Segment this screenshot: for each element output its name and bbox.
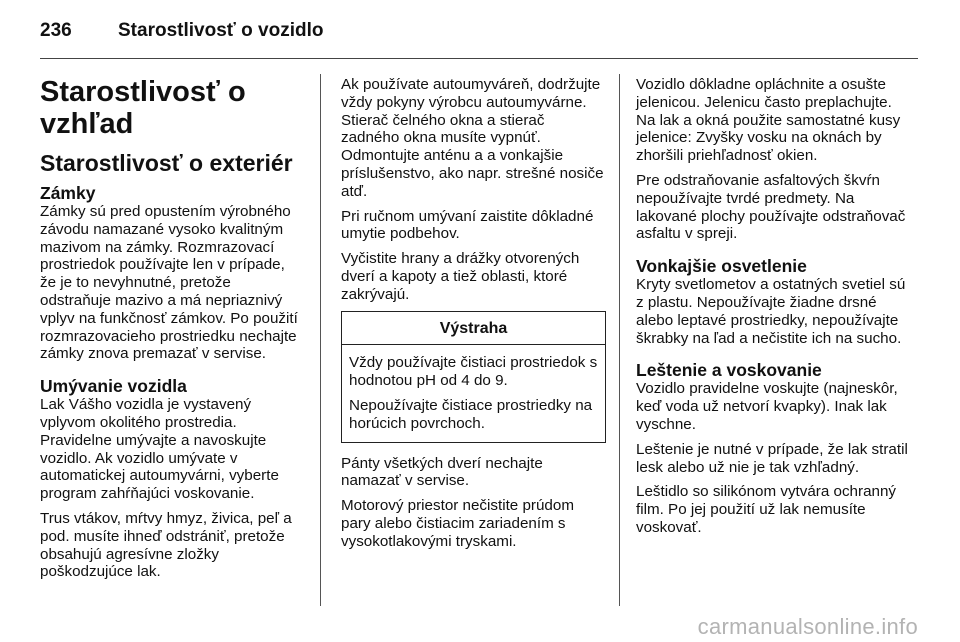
lighting-heading: Vonkajšie osvetlenie (636, 256, 807, 277)
polish-text-1: Vozidlo pravidelne voskujte (najneskôr, keď voda už netvorí kvapky). Inak lak vyschne. (636, 380, 898, 433)
polish-text-3: Leštidlo so silikónom vytvára ochranný film. Po jej použití už lak nemusíte voskovať. (636, 483, 896, 536)
chapter-title: Starostlivosť o vzhľad (40, 76, 246, 140)
rinse-paragraph: Vozidlo dôkladne opláchnite a osušte jelenicou. Jelenicu často preplachujte. Na lak a okná použite samostatné kusy jelenice: Zvyšky vosku na oknách by zhoršili priehľadnosť okien. (636, 76, 901, 165)
column-divider-2 (619, 74, 620, 606)
column-divider-1 (320, 74, 321, 606)
polish-text-2: Leštenie je nutné v prípade, že lak stratil lesk alebo už nie je tak vzhľadný. (636, 440, 908, 476)
header-rule (40, 58, 918, 59)
column-2 (341, 76, 606, 558)
washing-heading: Umývanie vozidla (40, 376, 187, 397)
warning-body (342, 345, 605, 441)
edges-paragraph: Vyčistite hrany a drážky otvorených dverí a kapoty a tiež oblasti, ktoré zakrývajú. (341, 250, 580, 303)
locks-text: Zámky sú pred opustením výrobného závodu namazané vysoko kvalitným mazivom na zámky. Rozmrazovací prostriedok používajte len v prípade, že je to nevyhnutné, pretože odstraňuje mazivo a má nepriaznivý vplyv na funkčnosť zámkov. Po použití rozmrazovacieho prostriedku nechajte zámky znova premazať v servise. (40, 203, 298, 363)
page-number: 236 (40, 20, 72, 41)
tar-paragraph: Pre odstraňovanie asfaltových škvŕn nepoužívajte tvrdé predmety. Na lakované plochy používajte odstraňovač asfaltu v spreji. (636, 171, 906, 243)
lighting-text: Kryty svetlometov a ostatných svetiel sú z plastu. Nepoužívajte žiadne drsné alebo leptavé prostriedky, nepoužívajte škrabky na ľad a nečistite ich na sucho. (636, 276, 906, 347)
manual-wash-paragraph: Pri ručnom umývaní zaistite dôkladné umytie podbehov. (341, 207, 594, 243)
column-3 (636, 76, 908, 544)
section-title: Starostlivosť o exteriér (40, 150, 293, 176)
polish-heading: Leštenie a voskovanie (636, 360, 822, 381)
engine-bay-paragraph: Motorový priestor nečistite prúdom pary alebo čistiacim zariadením s vysokotlakovými tryskami. (341, 497, 574, 550)
hinges-paragraph: Pánty všetkých dverí nechajte namazať v servise. (341, 454, 543, 490)
warning-text-2: Nepoužívajte čistiace prostriedky na horúcich povrchoch. (349, 396, 593, 432)
washing-text-2: Trus vtákov, mŕtvy hmyz, živica, peľ a pod. musíte ihneď odstrániť, pretože obsahujú agresívne zložky poškodzujúce lak. (40, 509, 292, 581)
watermark: carmanualsonline.info (697, 614, 918, 639)
carwash-paragraph: Ak používate autoumyváreň, dodržujte vždy pokyny výrobcu autoumyvárne. Stierač čelného okna a stierač zadného okna musíte vypnúť. Odmontujte anténu a a vonkajšie príslušenstvo, ako napr. strešné nosiče atď. (341, 76, 604, 200)
column-1 (40, 76, 305, 588)
warning-text-1: Vždy používajte čistiaci prostriedok s hodnotou pH od 4 do 9. (349, 354, 598, 390)
warning-title: Výstraha (342, 312, 605, 346)
washing-text: Lak Vášho vozidla je vystavený vplyvom okolitého prostredia. Pravidelne umývajte a navoskujte vozidlo. Ak vozidlo umývate v automatickej autoumyvárni, vyberte program zahŕňajúci voskovanie. (40, 396, 279, 503)
running-header (40, 20, 323, 42)
locks-heading: Zámky (40, 183, 96, 203)
running-title: Starostlivosť o vozidlo (118, 20, 324, 41)
warning-box (341, 311, 606, 443)
